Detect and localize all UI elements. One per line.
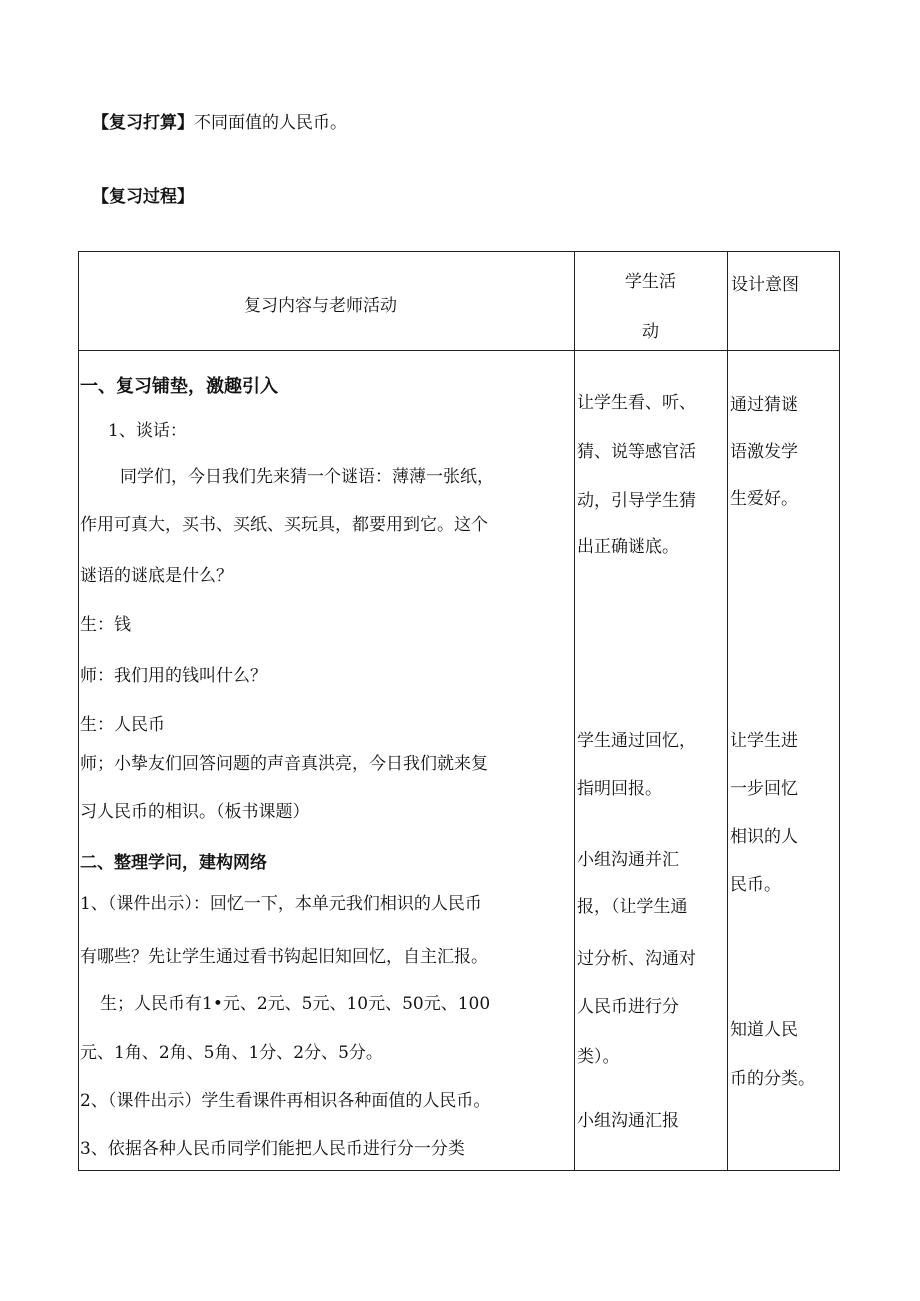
student-line: 报，（让学生通 <box>577 897 688 917</box>
prep-text: 不同面值的人民币。 <box>194 113 347 133</box>
content-line: 作用可真大，买书、买纸、买玩具，都要用到它。这个 <box>80 515 488 535</box>
content-line: 生：钱 <box>80 615 131 635</box>
content-line: 生：人民币 <box>80 715 165 735</box>
student-line: 类）。 <box>577 1047 620 1067</box>
intent-line: 让学生进 <box>730 731 798 751</box>
header-content: 复习内容与老师活动 <box>244 296 397 316</box>
student-line: 猜、说等感官活 <box>577 442 696 462</box>
content-line: 同学们，今日我们先来猜一个谜语：薄薄一张纸， <box>120 467 494 487</box>
section-2-title: 二、整理学问，建构网络 <box>80 853 267 873</box>
content-line: 师：我们用的钱叫什么？ <box>80 666 267 686</box>
intent-line: 一步回忆 <box>730 779 798 799</box>
header-intent: 设计意图 <box>731 275 799 295</box>
prep-label: 【复习打算】 <box>92 113 194 133</box>
content-line: 1、（课件出示）：回忆一下，本单元我们相识的人民币 <box>80 894 482 914</box>
student-line: 小组沟通并汇 <box>577 850 679 870</box>
content-line: 1、谈话： <box>108 421 187 441</box>
intent-line: 相识的人 <box>730 827 798 847</box>
content-line: 师；小挚友们回答问题的声音真洪亮，今日我们就来复 <box>80 754 488 774</box>
intent-line: 知道人民 <box>730 1020 798 1040</box>
content-line: 生；人民币有1•元、2元、5元、10元、50元、100 <box>100 994 491 1014</box>
content-line: 有哪些？先让学生通过看书钩起旧知回忆，自主汇报。 <box>80 947 488 967</box>
intent-line: 民币。 <box>730 875 781 895</box>
student-line: 指明回报。 <box>577 779 662 799</box>
intent-line: 通过猜谜 <box>730 395 798 415</box>
content-line: 元、1角、2角、5角、1分、2分、5分。 <box>80 1043 383 1063</box>
content-line: 谜语的谜底是什么？ <box>80 566 233 586</box>
intent-line: 生爱好。 <box>730 489 798 509</box>
prep-line <box>92 108 347 133</box>
process-label: 【复习过程】 <box>92 187 194 207</box>
student-line: 动，引导学生猜 <box>577 491 696 511</box>
intent-line: 语激发学 <box>730 442 798 462</box>
student-line: 学生通过回忆， <box>577 731 696 751</box>
section-1-title: 一、复习铺垫，激趣引入 <box>80 376 278 397</box>
intent-line: 币的分类。 <box>730 1069 815 1089</box>
content-line: 2、（课件出示）学生看课件再相识各种面值的人民币。 <box>80 1091 491 1111</box>
student-line: 小组沟通汇报 <box>577 1111 679 1131</box>
student-line: 人民币进行分 <box>577 997 679 1017</box>
student-line: 过分析、沟通对 <box>577 949 696 969</box>
content-line: 习人民币的相识。（板书课题） <box>80 802 310 822</box>
content-line: 3、依据各种人民币同学们能把人民币进行分一分类 <box>80 1139 465 1159</box>
header-student-2: 动 <box>642 322 659 342</box>
student-line: 让学生看、听、 <box>577 393 696 413</box>
student-line: 出正确谜底。 <box>577 537 679 557</box>
header-student-1: 学生活 <box>625 272 676 292</box>
